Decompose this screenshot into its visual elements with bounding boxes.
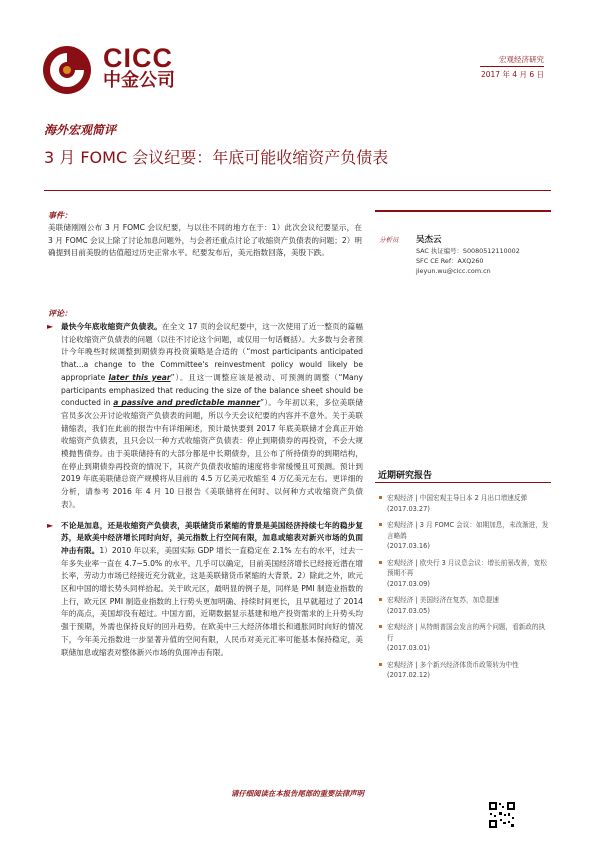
recent-report-item[interactable]	[379, 493, 549, 514]
recent-report-item[interactable]	[379, 558, 549, 590]
bullet-square-icon	[379, 523, 382, 526]
recent-report-date: (2017.02.12)	[387, 671, 430, 679]
comment-1-lead: 最快今年底收缩资产负债表。	[61, 322, 162, 331]
recent-report-item[interactable]	[379, 622, 549, 654]
bullet-square-icon	[379, 598, 382, 601]
comment-1-text-b: ”）。且这一调整应该是被动、可预测的调整（“Many participants emphasized that reducing the size of the balance sheet should be conducted in	[61, 372, 364, 408]
cicc-logo-icon	[42, 45, 92, 95]
comment-2-lead: 不论是加息，还是收缩资产负债表，美联储货币紧缩的背景是美国经济持续七年的稳步复苏，是欧美中经济增长同时向好，美元指数上行空间有限，加息或缩表对新兴市场的负面冲击有限。	[61, 520, 363, 555]
logo-text-cn: 中金公司	[103, 70, 175, 91]
analyst-sac: SAC 执证编号：S0080512110002	[416, 247, 520, 255]
analyst-label: 分析员	[379, 236, 399, 244]
recent-reports-rule	[375, 482, 551, 483]
recent-report-item[interactable]	[379, 660, 549, 681]
recent-report-date: (2017.03.16)	[387, 542, 430, 550]
header-divider	[480, 66, 544, 67]
recent-report-item[interactable]	[379, 595, 549, 616]
comment-1-text-a: 在全文 17 页的会议纪要中，这一次使用了近一整页的篇幅讨论收缩资产负债表的问题（以往不讨论这个问题，或仅用一句话概括）。大多数与会者预计今年晚些时候调整到期债券再投资策略是合适的（“most participants anticipated that...a change to the Committee's reinvestment policy would likely be appropriate	[61, 322, 363, 382]
bullet-square-icon	[379, 561, 382, 564]
analyst-sfc: SFC CE Ref：AXQ260	[416, 257, 484, 265]
comment-1-emphasis-1: later this year	[108, 372, 171, 382]
recent-reports-heading: 近期研究报告	[378, 471, 433, 481]
analyst-email[interactable]: jieyun.wu@cicc.com.cn	[416, 267, 491, 275]
comment-2-text: 1）2010 年以来，美国实际 GDP 增长一直稳定在 2.1% 左右的水平，过去一年多失业率一直在 4.7~5.0% 的水平。几乎可以确定，目前美国经济增长已经接近潜在增长率，劳动力市场已经接近充分就业，这是美联储货币紧缩的大背景。2）除此之外，欧元区和中国的增长势头同样拾起。关于欧元区，最明显的例子是，同样是 PMI 制造业指数的上行，欧元区 PMI 制造业指数的上行势头更加明确、持续时间更长，且早就超过了 2014 年的高点，美国却没有超过。中国方面，近期数据显示基建和地产投资需求的上升势头均强于预期，外需也保持良好的回升趋势。在欧美中三大经济体增长和通胀同时向好的情况下，今年美元指数进一步显著升值的空间有限，人民币对美元汇率可能基本保持稳定，美联储加息或缩表对整体新兴市场的负面冲击有限。	[61, 545, 364, 657]
comments-heading: 评论：	[48, 308, 72, 318]
comment-paragraph-1	[47, 321, 364, 512]
series-label: 海外宏观简评	[44, 123, 117, 137]
recent-report-title: 宏观经济 | 美国经济在复苏，加息提速	[387, 596, 499, 604]
recent-reports-list	[379, 493, 549, 687]
report-category: 宏观经济研究	[499, 55, 544, 64]
comments-body	[47, 321, 364, 659]
comment-1-emphasis-2: a passive and predictable manner	[113, 398, 261, 408]
recent-report-date: (2017.03.01)	[387, 644, 430, 652]
bullet-square-icon	[379, 625, 382, 628]
event-heading: 事件：	[48, 210, 72, 220]
logo-text-en: CICC	[103, 43, 173, 73]
event-text: 美联储刚刚公布 3 月 FOMC 会议纪要，与以往不同的地方在于：1）此次会议纪要显示，在 3 月 FOMC 会议上除了讨论加息问题外，与会者还重点讨论了收缩资产负债表的问题；2）明确提到目前美股的估值超过历史正常水平。纪要发布后，美元指数回落，美股下跌。	[48, 223, 362, 258]
analyst-name: 吴杰云	[416, 235, 442, 245]
bullet-arrow-icon: ►	[47, 322, 54, 331]
title-rule	[44, 190, 551, 191]
comment-paragraph-2	[47, 520, 364, 660]
recent-report-date: (2017.03.05)	[387, 606, 430, 615]
recent-report-date: (2017.03.27)	[387, 504, 430, 513]
comment-1-text-c: ”）。今年初以来，多位美联储官员多次公开讨论收缩资产负债表的问题，所以今天会议纪要的内容并不意外。关于美联储缩表，我们在此前的报告中有详细阐述，预计最快要到 2017 年底美联储才会真正开始收缩资产负债表，且只会以一种方式收缩资产负债表：停止到期债券的再投资，不会大规模抛售债券。由于美联储持有的大部分都是中长期债券，且公布了所持债券的到期结构，在停止到期债券再投资的情况下，其资产负债表收缩的速度将非常缓慢且可预测。预计到 2019 年底美联储总资产规模将从目前的 4.5 万亿美元收缩至 4 万亿美元左右。更详细的分析，请参考 2016 年 4 月 10 日报告《美联储将在何时、以何种方式收缩资产负债表》。	[61, 398, 363, 509]
recent-report-title: 宏观经济 | 欧央行 3 月议息会议：增长前景改善，宽松预期不再	[387, 558, 547, 577]
qr-code-icon	[488, 801, 516, 829]
bullet-square-icon	[379, 663, 382, 666]
bullet-arrow-icon: ►	[47, 520, 54, 530]
recent-report-title: 宏观经济 | 从特朗普国会发言的两个问题，看新政的执行	[387, 623, 546, 642]
legal-disclaimer: 请仔细阅读在本报告尾部的重要法律声明	[230, 789, 365, 798]
recent-report-item[interactable]	[379, 520, 549, 552]
recent-report-title: 宏观经济 | 中国宏观主导日本 2 月出口增速反弹	[387, 494, 528, 502]
report-date: 2017 年 4 月 6 日	[480, 70, 544, 79]
recent-report-date: (2017.03.09)	[387, 579, 430, 588]
recent-report-title: 宏观经济 | 多个新兴经济体货币政策转为中性	[387, 660, 519, 669]
recent-report-title: 宏观经济 | 3 月 FOMC 会议：如期加息，未改渐进，发言略鸽	[387, 521, 549, 540]
page-title: 3 月 FOMC 会议纪要：年底可能收缩资产负债表	[44, 148, 389, 167]
bullet-square-icon	[379, 496, 382, 499]
